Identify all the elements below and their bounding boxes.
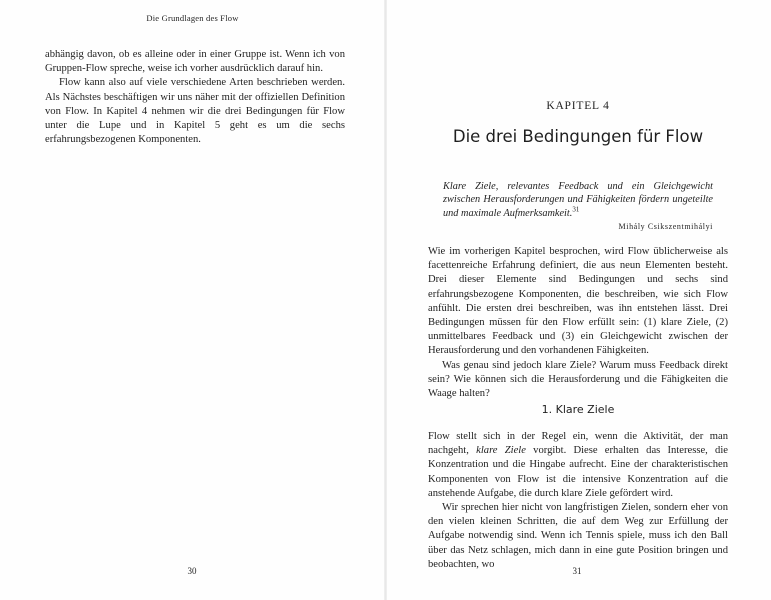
intro-paragraph-1: Wie im vorherigen Kapitel besprochen, wird Flow üblicherweise als facettenreiche Erfahrung definiert, die aus neun Elementen besteht. Drei dieser Elemente sind Bedingungen und sechs sind erfahrungsbezogene Komponenten, die beschreiben, wie sich Flow anfühlt. Die ersten drei beschreiben, was ihn entstehen lässt. Drei Bedingungen müssen für den Flow erfüllt sein: (1) klare Ziele, (2) unmittelbares Feedback und (3) ein Gleichgewicht zwischen der Herausforderung und den vorhandenen Fähigkeiten. [428,246,728,357]
section-p1-emphasis: klare Ziele [476,445,526,457]
page-number-left: 30 [187,566,197,576]
right-intro-body [428,245,728,401]
epigraph-quote-text: Klare Ziele, relevantes Feedback und ein Gleichgewicht zwischen Herausforderungen und Fähigkeiten fördern ungeteilte und maximale Aufmerksamkeit. [443,181,713,219]
left-page-body [45,48,345,147]
section-p1-after: vorgibt. Diese erhalten das Interesse, die Konzentration und die Hingabe aufrecht. Eine der charakteristischen Komponenten von Flow ist die intensive Konzentration auf die anstehende Aufgabe, die durch klare Ziele gefördert wird. [428,445,728,499]
chapter-label: KAPITEL 4 [546,100,610,112]
epigraph-quote [443,180,713,220]
chapter-title: Die drei Bedingungen für Flow [452,127,704,146]
epigraph [443,180,713,231]
right-section-body [428,430,728,572]
section-paragraph-1 [428,430,728,501]
left-paragraph-1: abhängig davon, ob es alleine oder in einer Gruppe ist. Wenn ich von Gruppen-Flow spreche, weise ich vorher ausdrücklich darauf hin. [45,49,345,75]
left-paragraph-2: Flow kann also auf viele verschiedene Arten beschrieben werden. Als Nächstes beschäftigen wir uns näher mit der offiziellen Definition von Flow. In Kapitel 4 nehmen wir die drei Bedingungen für Flow unter die Lupe und in Kapitel 5 geht es um die sechs erfahrungsbezogenen Komponenten. [45,77,345,146]
footnote-marker: 31 [572,205,580,214]
section-heading: 1. Klare Ziele [541,403,615,416]
section-p1-before: Flow stellt sich in der Regel ein, wenn die Aktivität, der man nachgeht, [428,431,728,457]
page-number-right: 31 [572,566,582,576]
intro-paragraph-2: Was genau sind jedoch klare Ziele? Warum muss Feedback direkt sein? Wie können sich die Herausforderung und die Fähigkeiten die Waage halten? [428,359,728,400]
epigraph-author: Mihály Csikszentmihályi [618,222,713,232]
section-paragraph-2: Wir sprechen hier nicht von langfristigen Zielen, sondern eher von den vielen kleinen Schritten, die auf dem Weg zur Erfüllung der Aufgabe notwendig sind. Wenn ich Tennis spiele, muss ich den Ball über das Netz schlagen, mich dann in eine gute Position bringen und beobachten, wo [428,502,728,570]
running-head: Die Grundlagen des Flow [146,13,239,23]
